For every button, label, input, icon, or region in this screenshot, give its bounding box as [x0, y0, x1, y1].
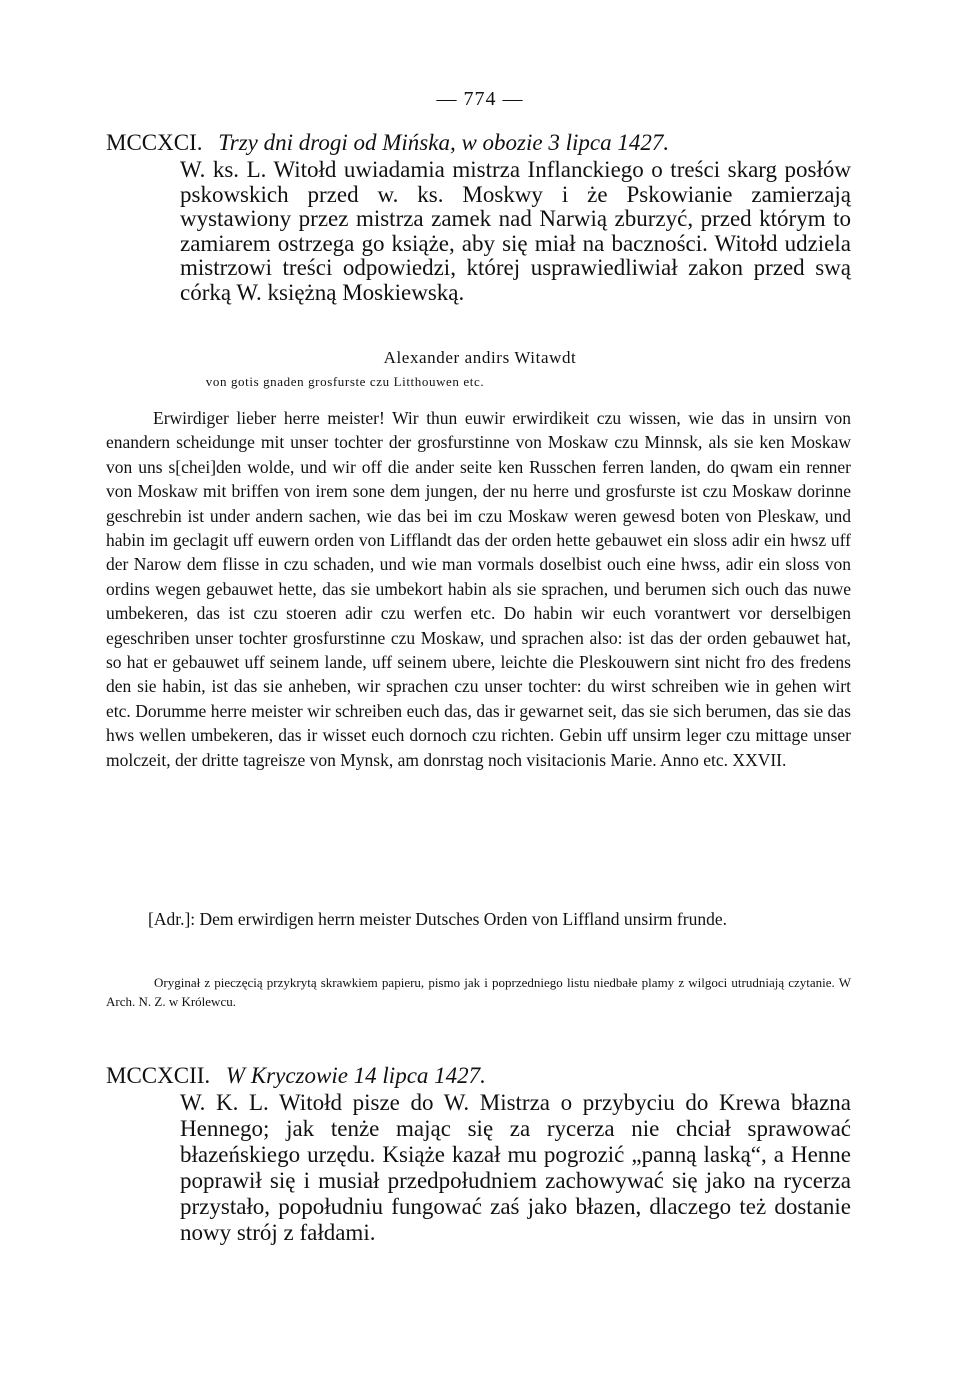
document-number: MCCXCI. — [106, 130, 203, 155]
page-number: — 774 — — [436, 88, 524, 110]
document-title: Trzy dni drogi od Mińska, w obozie 3 lipca 1427. — [218, 130, 670, 155]
document-heading-mccxcii — [106, 1063, 866, 1089]
letter-sender: Alexander andirs Witawdt — [383, 348, 577, 367]
document-heading-mccxci — [106, 130, 866, 156]
document-number: MCCXCII. — [106, 1063, 211, 1088]
editorial-note — [106, 973, 851, 1011]
letter-sender-title-text: von gotis gnaden grosfurste czu Litthouwen etc. — [205, 374, 485, 389]
letter-address: [Adr.]: Dem erwirdigen herrn meister Dutsches Orden von Liffland unsirm frunde. — [148, 909, 727, 929]
letter-sender-title — [0, 374, 690, 390]
letter-text: Erwirdiger lieber herre meister! Wir thun euwir erwirdikeit czu wissen, wie das in unsirn von enandern scheidunge mit unser tochter der grosfurstinne von Moskaw czu Minnsk, als sie ken Moskaw von uns s[chei]den wolde, und wir off die ander seite ken Russchen ferren landen, do qwam ein renner von Moskaw mit briffen von irem sone dem jungen, der nu herre und grosfurste ist czu Moskaw dorinne geschrebin ist under andern sachen, wie das bei im czu Moskaw weren gewesd boten von Pleskaw, und habin im geclagit uff euwern orden von Lifflandt das der orden hette gebauwet ein sloss adir ein hwsz uff der Narow dem flisse in czu schaden, und wie man vormals doselbist ouch eine hwss, adir ein sloss von ordins wegen gebauwet hette, das sie umbekort habin als sie sprachen, und berumen sich ouch das nuwe umbekeren, das ist czu stoeren adir czu werfen etc. Do habin wir euch vorantwert vor derselbigen egeschriben unser tochter grosfurstinne czu Moskaw, und sprachen also: ist das der orden gebauwet hat, so hat er gebauwet uff seinem lande, uff seinem ubere, leichte die Pleskouwern sint nicht fro des fredens den sie habin, ist das sie anheben, wir sprachen czu unser tochter: du wirst schreiben wie in gehen wirt etc. Dorumme herre meister wir schreiben euch das, das ir gewarnet seit, das sie sich berumen, das sie das hws wellen umbekeren, das ir wisset euch dornoch czu richten. Gebin uff unsirm leger czu mittage unser molczeit, der dritte tagreisze von Mynsk, am donrstag noch visitacionis Marie. Anno etc. XXVII. — [106, 408, 851, 770]
editorial-note-text: Oryginał z pieczęcią przykrytą skrawkiem papieru, pismo jak i poprzedniego listu niedbałe plamy z wilgoci utrudniają czytanie. W Arch. N. Z. w Królewcu. — [106, 975, 851, 1009]
document-title: W Kryczowie 14 lipca 1427. — [225, 1063, 486, 1088]
document-regest: W. ks. L. Witołd uwiadamia mistrza Inflanckiego o treści skarg posłów pskowskich przed w. ks. Moskwy i że Pskowianie zamierzają wystawiony przez mistrza zamek nad Narwią zburzyć, przed którym to zamiarem ostrzega go książe, aby się miał na baczności. Witołd udziela mistrzowi treści odpowiedzi, której usprawiedliwiał zakon przed swą córką W. księżną Moskiewską. — [180, 157, 851, 305]
document-regest: W. K. L. Witołd pisze do W. Mistrza o przybyciu do Krewa błazna Hennego; jak tenże mając się za rycerza nie chciał sprawować błazeńskiego urzędu. Książe kazał mu pogrozić „panną laską“, a Henne poprawił się i musiał przedpołudniem zachowywać się jako na rycerza przystało, popołudniu fungować zaś jako błazen, dlaczego też dostanie nowy strój z fałdami. — [180, 1090, 851, 1245]
letter-body — [106, 406, 851, 772]
